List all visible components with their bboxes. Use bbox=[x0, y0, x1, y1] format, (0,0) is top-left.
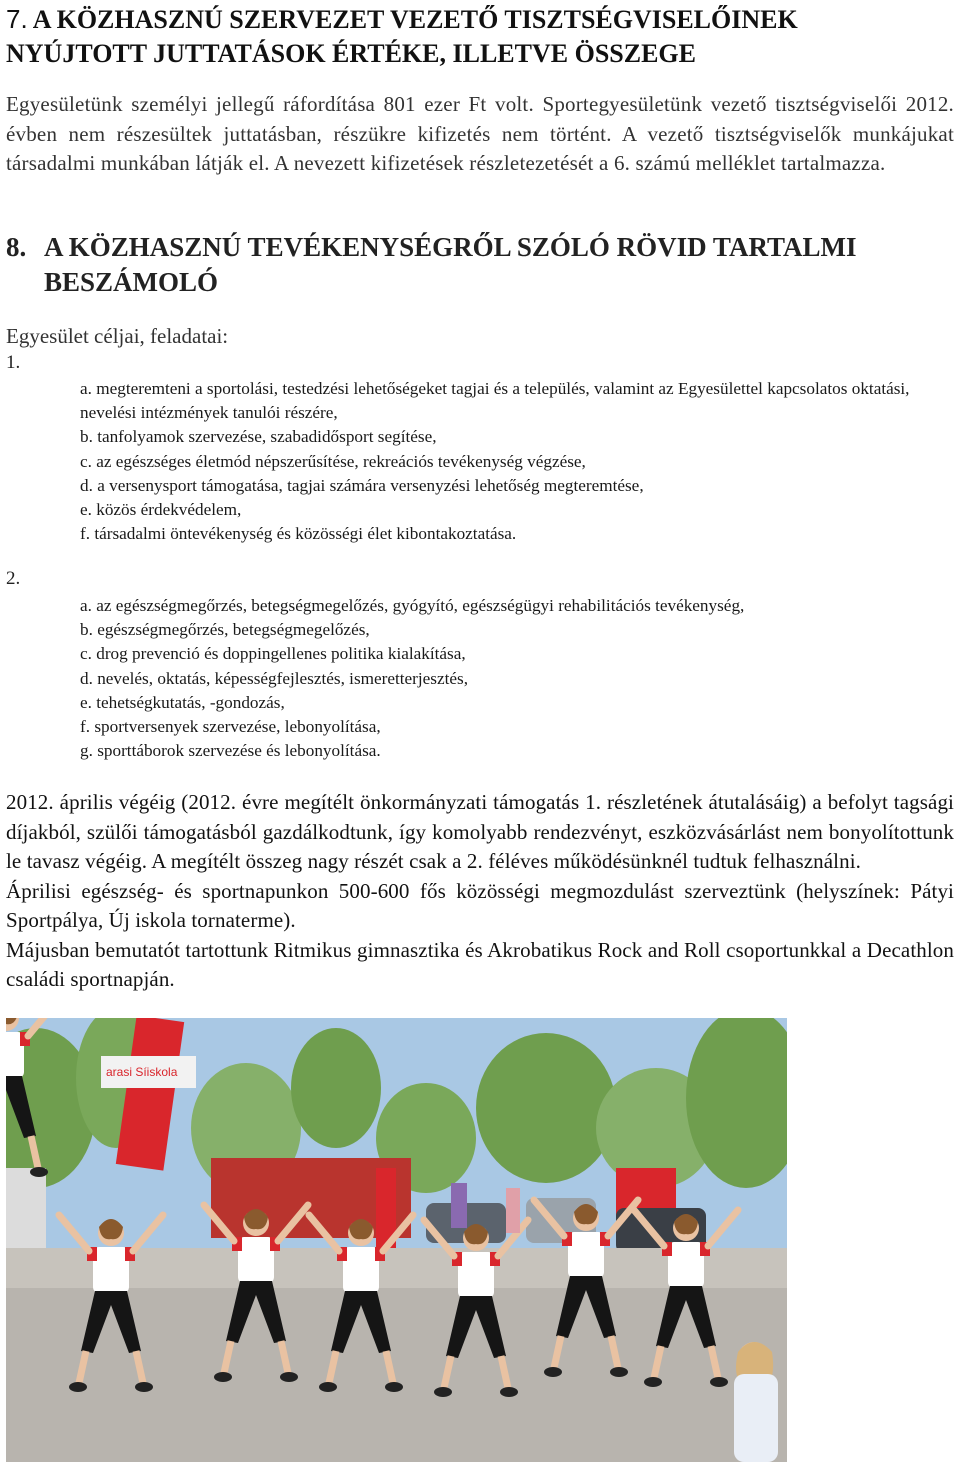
section-7-title-line2: NYÚJTOTT JUTTATÁSOK ÉRTÉKE, ILLETVE ÖSSZEGE bbox=[6, 39, 696, 68]
event-photo bbox=[6, 1018, 787, 1462]
list-item: d. a versenysport támogatása, tagjai számára versenyzési lehetőség megteremtése, bbox=[80, 475, 644, 495]
section-8-title-line1: A KÖZHASZNÚ TEVÉKENYSÉGRŐL SZÓLÓ RÖVID TARTALMI bbox=[44, 232, 857, 262]
list-item: b. tanfolyamok szervezése, szabadidősport segítése, bbox=[80, 427, 437, 447]
list-item: e. tehetségkutatás, -gondozás, bbox=[80, 692, 285, 712]
goals-group-1-list bbox=[80, 377, 958, 546]
list-item: c. drog prevenció és doppingellenes politika kialakítása, bbox=[80, 644, 466, 664]
list-item: a. az egészségmegőrzés, betegségmegelőzés, gyógyító, egészségügyi rehabilitációs tevékenység, bbox=[80, 596, 745, 615]
section-7-title-line1: A KÖZHASZNÚ SZERVEZET VEZETŐ TISZTSÉGVISELŐINEK bbox=[32, 5, 798, 34]
list-item: b. egészségmegőrzés, betegségmegelőzés, bbox=[80, 620, 370, 640]
section-8-heading bbox=[6, 230, 956, 300]
goals-group-1-label: 1. bbox=[6, 352, 21, 373]
goals-group-2-label: 2. bbox=[6, 568, 21, 589]
section-7-number: 7. bbox=[6, 4, 28, 34]
list-item: f. társadalmi öntevékenység és közösségi élet kibontakoztatása. bbox=[80, 524, 517, 544]
list-item: g. sporttáborok szervezése és lebonyolítása. bbox=[80, 741, 381, 761]
list-item: c. az egészséges életmód népszerűsítése, rekreációs tevékenység végzése, bbox=[80, 451, 586, 471]
goals-group-2-list bbox=[80, 594, 958, 763]
list-item: f. sportversenyek szervezése, lebonyolítása, bbox=[80, 717, 381, 737]
list-item: d. nevelés, oktatás, képességfejlesztés, ismeretterjesztés, bbox=[80, 668, 469, 688]
list-item: e. közös érdekvédelem, bbox=[80, 500, 242, 520]
section-8-title-line2: BESZÁMOLÓ bbox=[44, 267, 219, 297]
section-7-heading bbox=[6, 2, 956, 71]
event-photo-illustration bbox=[6, 1018, 787, 1462]
report-paragraph-1: 2012. április végéig (2012. évre megítélt önkormányzati támogatás 1. részletének átutalásáig) a befolyt tagsági díjakból, szülői támogatásból gazdálkodtunk, így komolyabb rendezvényt, eszközvásárlást nem bonyolítottunk le tavasz végéig. A megítélt összeg nagy részét csak a 2. féléves működésünknél tudtuk felhasználni. bbox=[6, 790, 954, 873]
list-item: a. megteremteni a sportolási, testedzési lehetőségeket tagjai és a település, valamint az Egyesülettel kapcsolatos oktatási, nevelési intézmények tanulói részére, bbox=[80, 379, 910, 423]
section-7-paragraph: Egyesületünk személyi jellegű ráfordítása 801 ezer Ft volt. Sportegyesületünk vezető tisztségviselői 2012. évben nem részesültek juttatásban, részükre kifizetés nem történt. A vezető tisztségviselők munkájukat társadalmi munkában látják el. A nevezett kifizetések részletezetését a 6. számú melléklet tartalmazza. bbox=[6, 92, 954, 175]
section-8-number: 8. bbox=[6, 232, 27, 262]
report-paragraph-2: Áprilisi egészség- és sportnapunkon 500-600 fős közösségi megmozdulást szerveztünk (helyszínek: Pátyi Sportpálya, Új iskola tornaterme). bbox=[6, 878, 954, 932]
goals-title: Egyesület céljai, feladatai: bbox=[6, 324, 229, 348]
banner-text: arasi Síiskola bbox=[106, 1065, 178, 1079]
report-text bbox=[6, 788, 954, 995]
report-paragraph-3: Májusban bemutatót tartottunk Ritmikus gimnasztika és Akrobatikus Rock and Roll csoportunkkal a Decathlon családi sportnapján. bbox=[6, 937, 954, 991]
